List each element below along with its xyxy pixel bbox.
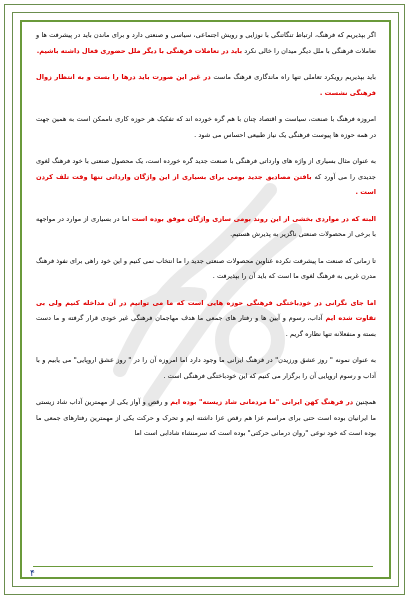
paragraph: [36, 395, 376, 442]
body-text: باید بپذیریم رویکرد تعاملی تنها راه ماندگاری فرهنگ ماست: [210, 73, 376, 81]
highlighted-text: بافتن مصادیق جدید بومی برای بسیاری از این واژگان وارداتی تنها وقت تلف کردن است .: [36, 172, 376, 196]
paragraph: [36, 296, 376, 343]
paragraph: [36, 112, 376, 143]
paragraph: [36, 154, 376, 201]
highlighted-text: البته که در مواردی بخشی از این روند بومی سازی واژگان موفق بوده است: [131, 214, 376, 223]
footer-divider: [33, 566, 373, 567]
paragraph: [36, 353, 376, 384]
page-number: ۴: [30, 569, 35, 579]
body-text: تا زمانی که صنعت ما پیشرفت نکرده عناوین محصولات صنعتی جدید را ما انتخاب نمی کنیم و این خود راهی برای نفوذ فرهنگ مدرن غربی به فرهنگ لغوی ما است که باید آن را بپذیرفت .: [36, 256, 376, 280]
body-text: اگر بپذیریم که فرهنگ، ارتباط تنگاتنگی با نوزایی و رویش اجتماعی، سیاسی و صنعتی دارد و برای ماندن باید در پیشرفت ها و تعاملات فرهنگی با ملل دیگر میدان را خالی نکرد: [36, 31, 376, 55]
highlighted-text: در فرهنگ کهن ایرانی "ما مردمانی شاد زیسته" بوده ایم: [170, 398, 354, 406]
highlighted-text: باید در تعاملات فرهنگی با دیگر ملل حضوری فعال داشته باشیم.: [36, 46, 243, 55]
highlighted-text: در غیر این صورت باید درها را بست و به انتظار زوال فرهنگی نشست .: [36, 73, 376, 97]
body-text: به عنوان مثال بسیاری از واژه های وارداتی فرهنگی با صنعت جدید گره خورده است، یک محصول صنعتی با خود فرهنگ لغوی جدیدی را می آورد که: [36, 157, 376, 181]
paragraph: [36, 28, 376, 59]
paragraph: [36, 254, 376, 285]
highlighted-text: اما جای نگرانی در خودباختگی فرهنگی حوزه هایی است که ما می توانیم در آن مداخله کنیم ولی بی تفاوت شده ایم: [36, 298, 376, 322]
body-text: همچنین: [353, 398, 377, 406]
paragraph: [36, 70, 376, 101]
paragraph: [36, 212, 376, 243]
body-text: به عنوان نمونه " روز عشق ورزیدن" در فرهنگ ایرانی ما وجود دارد اما امروزه آن را در " روز عشق اروپایی" می یابیم و با آداب و رسوم اروپایی آن را برگزار می کنیم که این خودباختگی فرهنگی است .: [36, 356, 376, 380]
body-text: و رقص و آواز یکی از مهمترین آداب شاد زیستی ما ایرانیان بوده است حتی برای مراسم عزا هم رقص عزا داشته ایم و تحرک و حرکت یکی از مهمترین رفتارهای جمعی ما بوده است که خود نوعی "روان درمانی حرکتی" بوده است که سرمنشاء شادابی است اما: [36, 398, 376, 437]
body-text: آداب، رسوم و آیین ها و رفتار های جمعی ما هدف مهاجمان فرهنگی غیر خودی قرار گرفته و ما دست بسته و منفعلانه تنها نظاره گریم .: [36, 314, 376, 338]
body-text: اما در بسیاری از موارد در مواجهه با برخی از محصولات صنعتی ناگزیر به پذیرش هستیم.: [36, 214, 376, 238]
body-text: امروزه فرهنگ با صنعت، سیاست و اقتصاد چنان با هم گره خورده اند که تفکیک هر حوزه کاری ناممکن است به همین جهت در همه حوزه ها پیوست فرهنگی یک نیاز طبیعی احساس می شود .: [36, 115, 376, 139]
article-body: [36, 28, 376, 453]
